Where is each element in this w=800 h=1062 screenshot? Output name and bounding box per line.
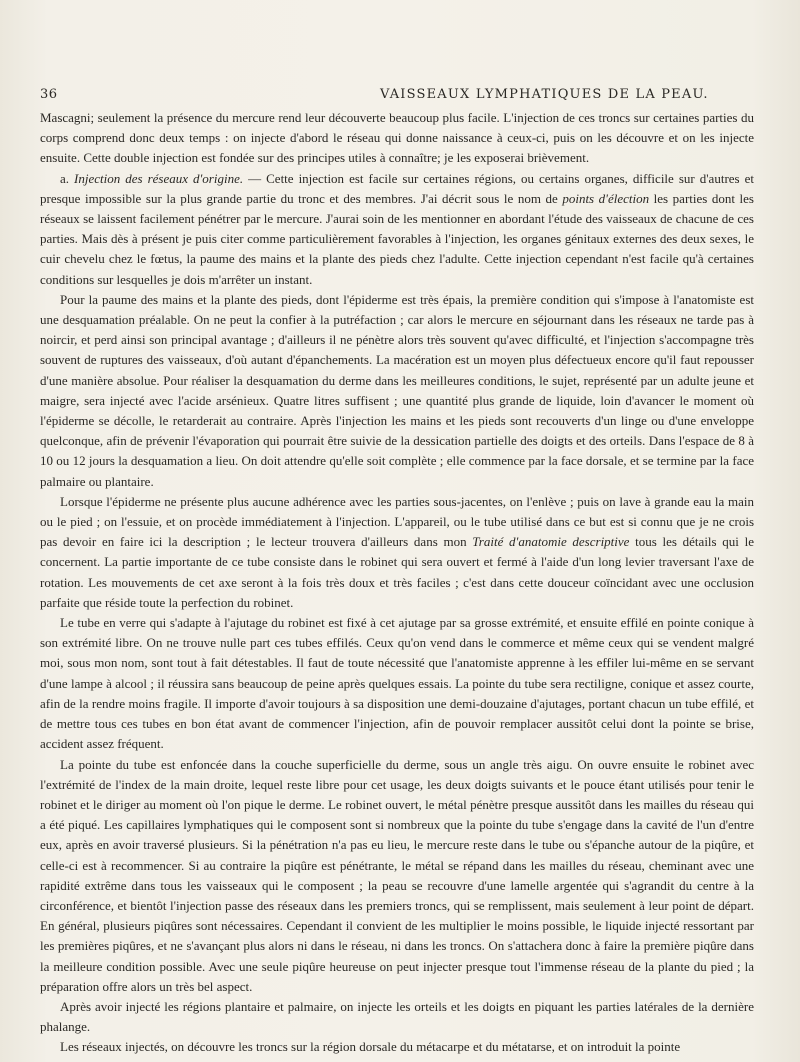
- paragraph-5-text: Le tube en verre qui s'adapte à l'ajutage du robinet est fixé à cet ajutage par sa grosse extrémité, et ensuite effilé en pointe conique à son extrémité libre. On ne trouve nulle part ces tubes effilés. Ceux qu'on vend dans le commerce et même ceux qui se vendent malgré moi, sous mon nom, sont tout à fait détestables. Il faut de toute nécessité que l'anatomiste apprenne à les effiler lui-même en se servant d'une lampe à alcool ; il réussira sans beaucoup de peine après quelques essais. La pointe du tube sera rectiligne, conique et assez courte, afin de la rendre moins fragile. Il importe d'avoir toujours à sa disposition une demi-douzaine d'ajutages, portant chacun un tube effilé, et de mettre tous ces tubes en bon état avant de commencer l'injection, afin de pouvoir remplacer aussitôt celui dont la pointe se brise, accident assez fréquent.: [40, 615, 754, 752]
- paragraph-4-text-a: Lorsque l'épiderme ne présente plus aucune adhérence avec les parties sous-jacentes, on l'enlève ; puis on lave à grande eau la main ou le pied ; on l'essuie, et on procède immédiatement à l'injection. L'appareil, ou le tube utilisé dans ce but est si connu que je ne crois pas devoir en faire ici la description ; le lecteur trouvera d'ailleurs dans mon: [40, 493, 754, 550]
- term-points-election: points d'élection: [562, 190, 650, 206]
- paragraph-7-text: Après avoir injecté les régions plantaire et palmaire, on injecte les orteils et les doigts en piquant les parties latérales de la dernière phalange.: [40, 998, 754, 1035]
- paragraph-3-text: Pour la paume des mains et la plante des pieds, dont l'épiderme est très épais, la première condition qui s'impose à l'anatomiste est une desquamation préalable. On ne peut la confier à la putréfaction ; car alors le mercure en séjournant dans les réseaux ne tarde pas à noircir, et perd ainsi son principal avantage ; d'ailleurs il ne pénètre alors très souvent qu'avec difficulté, et l'injection s'accompagne très souvent de ruptures des vaisseaux, d'où autant d'épanchements. La macération est un moyen plus défectueux encore qu'il faut repousser d'une manière absolue. Pour réaliser la desquamation du derme dans les meilleures conditions, le sujet, représenté par un adulte jeune et maigre, sera injecté avec l'acide arsénieux. Quatre litres suffisent ; une quantité plus grande de liquide, loin d'avancer le moment où l'épiderme se décolle, le retarderait au contraire. Après l'injection les mains et les pieds sont recouverts d'un linge ou d'une enveloppe quelconque, afin de prévenir l'évaporation qui pourrait être suivie de la dessication partielle des doigts et des orteils. Dans l'espace de 8 à 10 ou 12 jours la desquamation a lieu. On doit attendre qu'elle soit complète ; elle commence par la face dorsale, et se termine par la face palmaire ou plantaire.: [40, 291, 754, 489]
- paragraph-6-text: La pointe du tube est enfoncée dans la couche superficielle du derme, sous un angle très aigu. On ouvre ensuite le robinet avec l'extrémité de l'index de la main droite, lequel reste libre pour cet usage, les deux doigts suivants et le pouce étant utilisés pour tenir le robinet et le diriger au moment où l'on pique le derme. Le robinet ouvert, le métal pénètre presque aussitôt dans les mailles du réseau qui a été piqué. Les capillaires lymphatiques qui le composent sont si nombreux que la pointe du tube s'engage dans la cavité de l'un d'entre eux, après en avoir traversé plusieurs. Si la pénétration n'a pas eu lieu, le mercure reste dans le tube ou s'épanche autour de la piqûre, et celle-ci est à recommencer. Si au contraire la piqûre est pénétrante, le métal se répand dans les mailles du réseau, cheminant avec une rapidité extrême dans tous les vaisseaux qui le composent ; la peau se recouvre d'une lamelle argentée qui s'agrandit du centre à la circonférence, et bientôt l'injection passe des réseaux dans les premiers troncs, qui se remplissent, mais seulement à leur point de départ. En général, plusieurs piqûres sont nécessaires. Cependant il convient de les multiplier le moins possible, le liquide injecté ressortant par les premières piqûres, et ne s'avançant plus alors ni dans le réseau, ni dans les troncs. On s'attachera donc à faire la première piqûre dans la meilleure condition possible. Avec une seule piqûre heureuse on peut injecter presque tout l'immense réseau de la plante du pied ; la préparation offre alors un très bel aspect.: [40, 756, 754, 994]
- paragraph-2: [40, 169, 754, 290]
- paragraph-6: [40, 755, 754, 997]
- paragraph-5: [40, 613, 754, 754]
- body-text: [40, 108, 754, 1058]
- paragraph-2-text-b: les parties dont les réseaux se laissent facilement pénétrer par le mercure. J'aurai soin de les mentionner en abordant l'étude des vaisseaux de chacune de ces parties. Mais dès à présent je puis citer comme particulièrement favorables à l'injection, les organes génitaux externes des deux sexes, le cuir chevelu chez le fœtus, la paume des mains et la plante des pieds chez l'adulte. Cette injection cependant n'est facile qu'à certaines conditions sur lesquelles je dois m'arrêter un instant.: [40, 190, 754, 287]
- paragraph-1-text: Mascagni; seulement la présence du mercure rend leur découverte beaucoup plus facile. L'injection de ces troncs sur certaines parties du corps comprend donc deux temps : on injecte d'abord le réseau qui donne naissance à ceux-ci, puis on les découvre et on les injecte ensuite. Cette double injection est fondée sur des principes utiles à connaître; je les exposerai brièvement.: [40, 110, 754, 166]
- book-title-reference: Traité d'anatomie descriptive: [472, 534, 630, 550]
- paragraph-3: [40, 290, 754, 492]
- paragraph-4: [40, 492, 754, 613]
- paragraph-2-text-a: — Cette injection est facile sur certaines régions, ou certains organes, difficile sur d'autres et presque impossible sur la plus grande partie du tronc et des membres. J'ai décrit sous le nom de: [40, 170, 754, 206]
- paragraph-4-text-b: tous les détails qui le concernent. La partie importante de ce tube consiste dans le robinet qui sera ouvert et fermé à l'aide d'un long levier traversant l'axe de rotation. Les mouvements de cet axe seront à la fois très doux et très faciles ; c'est dans cette douceur coïncidant avec une occlusion parfaite que réside toute la perfection du robinet.: [40, 534, 754, 610]
- paragraph-7: [40, 997, 754, 1037]
- page-header: [40, 87, 760, 107]
- section-heading-injection: Injection des réseaux d'origine.: [74, 170, 244, 186]
- paragraph-2-lead: a.: [60, 170, 75, 186]
- running-title: VAISSEAUX LYMPHATIQUES DE LA PEAU.: [380, 87, 709, 102]
- paragraph-1: [40, 108, 754, 169]
- paragraph-8: [40, 1037, 754, 1057]
- page-number: 36: [40, 87, 58, 102]
- paragraph-8-text: Les réseaux injectés, on découvre les troncs sur la région dorsale du métacarpe et du métatarse, et on introduit la pointe: [60, 1039, 681, 1055]
